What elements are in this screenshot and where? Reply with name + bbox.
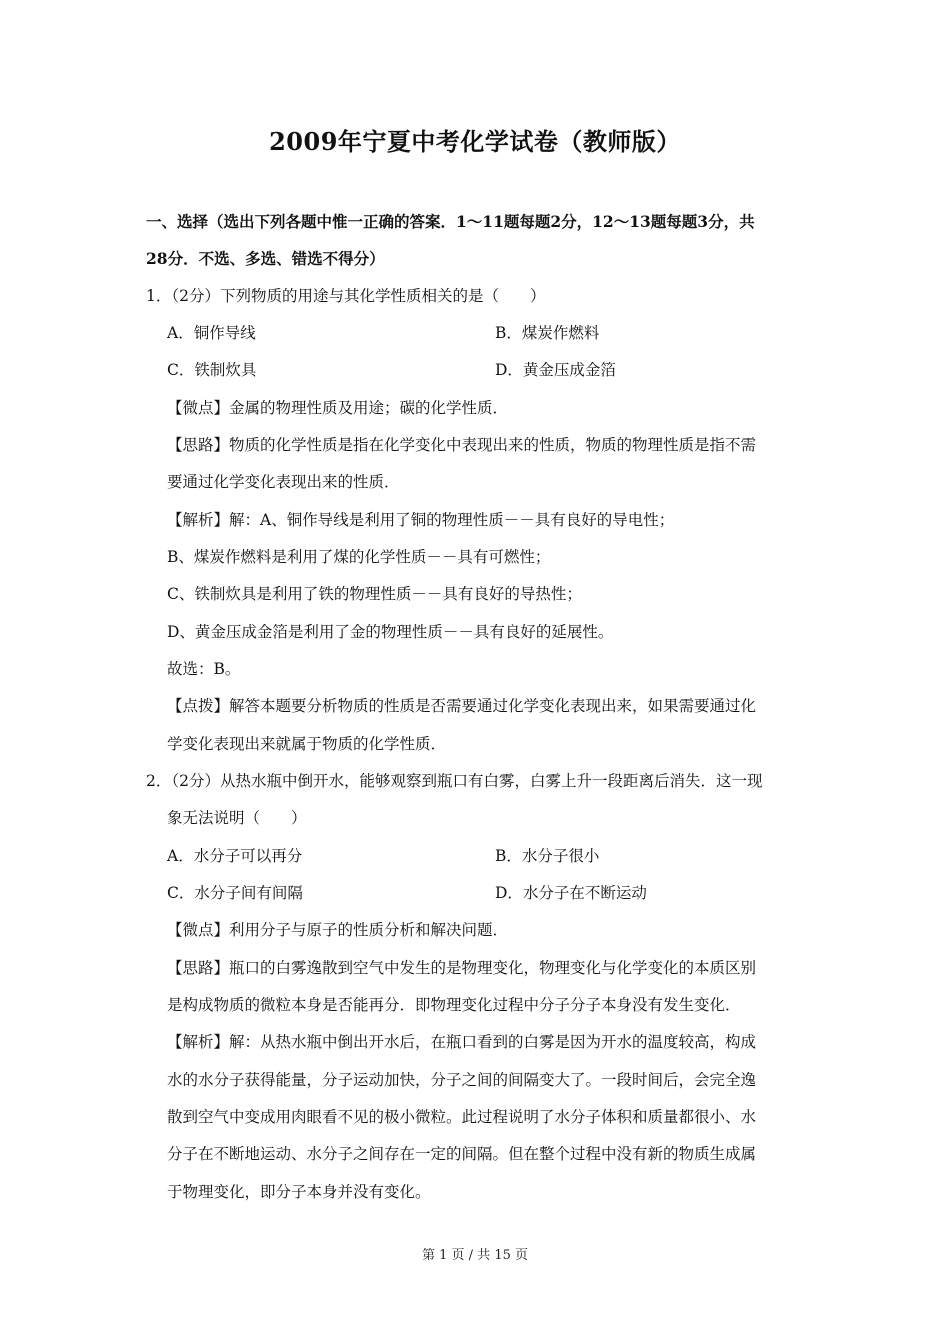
- section-heading-line-1: 一、选择（选出下列各题中惟一正确的答案．1～11题每题2分，12～13题每题3分，共: [146, 212, 755, 231]
- q1-stem: 1．（2分）下列物质的用途与其化学性质相关的是（ ）: [146, 287, 546, 305]
- q2-stem-line-1: 2．（2分）从热水瓶中倒开水，能够观察到瓶口有白雾，白雾上升一段距离后消失．这一现: [146, 772, 763, 790]
- q2-idea-line-1: 【思路】瓶口的白雾逸散到空气中发生的是物理变化，物理变化与化学变化的本质区别: [167, 959, 757, 977]
- q1-point: 【微点】金属的物理性质及用途；碳的化学性质．: [167, 399, 509, 417]
- q1-tip-line-1: 【点拨】解答本题要分析物质的性质是否需要通过化学变化表现出来，如果需要通过化: [167, 697, 757, 715]
- q1-idea-line-2: 要通过化学变化表现出来的性质．: [167, 473, 400, 491]
- q2-analysis-line-4: 分子在不断地运动、水分子之间存在一定的间隔。但在整个过程中没有新的物质生成属: [167, 1145, 757, 1163]
- section-heading-line-2: 28分．不选、多选、错选不得分）: [146, 249, 385, 268]
- q1-analysis-line-1: 【解析】解：A、铜作导线是利用了铜的物理性质－－具有良好的导电性；: [167, 511, 675, 529]
- q1-option-c: C．铁制炊具: [167, 361, 257, 379]
- q2-analysis-line-1: 【解析】解：从热水瓶中倒出开水后，在瓶口看到的白雾是因为开水的温度较高，构成: [167, 1033, 757, 1051]
- q1-idea-line-1: 【思路】物质的化学性质是指在化学变化中表现出来的性质，物质的物理性质是指不需: [167, 436, 757, 454]
- q2-option-b: B．水分子很小: [495, 847, 600, 865]
- q1-option-a: A．铜作导线: [167, 324, 256, 342]
- q1-analysis-line-4: D、黄金压成金箔是利用了金的物理性质－－具有良好的延展性。: [167, 623, 614, 641]
- q1-option-b: B．煤炭作燃料: [495, 324, 600, 342]
- q2-analysis-line-3: 散到空气中变成用肉眼看不见的极小微粒。此过程说明了水分子体积和质量都很小、水: [167, 1108, 757, 1126]
- q1-option-d: D．黄金压成金箔: [495, 361, 616, 379]
- q1-analysis-line-3: C、铁制炊具是利用了铁的物理性质－－具有良好的导热性；: [167, 585, 582, 603]
- q1-analysis-line-2: B、煤炭作燃料是利用了煤的化学性质－－具有可燃性；: [167, 548, 551, 566]
- q1-tip-line-2: 学变化表现出来就属于物质的化学性质．: [167, 735, 447, 753]
- q1-answer: 故选：B。: [167, 660, 241, 678]
- page-footer: 第 1 页 / 共 15 页: [422, 1248, 528, 1263]
- q2-idea-line-2: 是构成物质的微粒本身是否能再分．即物理变化过程中分子分子本身没有发生变化．: [167, 996, 741, 1014]
- q2-point: 【微点】利用分子与原子的性质分析和解决问题．: [167, 921, 509, 939]
- q2-option-a: A．水分子可以再分: [167, 847, 303, 865]
- q2-analysis-line-2: 水的水分子获得能量，分子运动加快，分子之间的间隔变大了。一段时间后，会完全逸: [167, 1071, 757, 1089]
- q2-analysis-line-5: 于物理变化，即分子本身并没有变化。: [167, 1183, 431, 1201]
- q2-stem-line-2: 象无法说明（ ）: [167, 809, 307, 827]
- q2-option-d: D．水分子在不断运动: [495, 884, 647, 902]
- q2-option-c: C．水分子间有间隔: [167, 884, 303, 902]
- document-title: 2009年宁夏中考化学试卷（教师版）: [269, 127, 681, 156]
